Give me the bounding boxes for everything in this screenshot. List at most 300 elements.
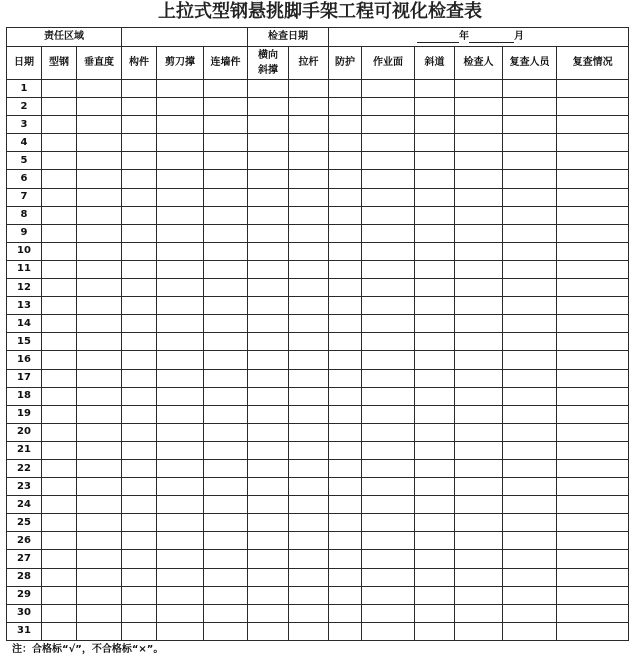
cell-inspector[interactable]: [455, 188, 503, 206]
cell-wall-tie[interactable]: [204, 441, 248, 459]
cell-inspector[interactable]: [455, 568, 503, 586]
cell-tie-rod[interactable]: [289, 98, 329, 116]
cell-tie-rod[interactable]: [289, 496, 329, 514]
cell-components[interactable]: [122, 423, 157, 441]
cell-reinspector[interactable]: [503, 188, 557, 206]
cell-ramp[interactable]: [415, 423, 455, 441]
cell-protection[interactable]: [329, 315, 362, 333]
cell-transverse-diagonal-brace[interactable]: [248, 423, 289, 441]
cell-tie-rod[interactable]: [289, 387, 329, 405]
cell-ramp[interactable]: [415, 206, 455, 224]
cell-scissor-brace[interactable]: [157, 550, 204, 568]
cell-reinspection-status[interactable]: [557, 351, 629, 369]
cell-ramp[interactable]: [415, 297, 455, 315]
cell-reinspection-status[interactable]: [557, 459, 629, 477]
cell-work-surface[interactable]: [362, 496, 415, 514]
cell-wall-tie[interactable]: [204, 297, 248, 315]
cell-steel-section[interactable]: [42, 297, 77, 315]
cell-work-surface[interactable]: [362, 134, 415, 152]
cell-reinspection-status[interactable]: [557, 586, 629, 604]
cell-ramp[interactable]: [415, 279, 455, 297]
cell-inspector[interactable]: [455, 478, 503, 496]
cell-protection[interactable]: [329, 279, 362, 297]
cell-verticality[interactable]: [77, 315, 122, 333]
cell-work-surface[interactable]: [362, 423, 415, 441]
cell-work-surface[interactable]: [362, 441, 415, 459]
cell-ramp[interactable]: [415, 586, 455, 604]
cell-wall-tie[interactable]: [204, 333, 248, 351]
cell-steel-section[interactable]: [42, 387, 77, 405]
cell-work-surface[interactable]: [362, 532, 415, 550]
cell-components[interactable]: [122, 188, 157, 206]
cell-reinspection-status[interactable]: [557, 514, 629, 532]
cell-work-surface[interactable]: [362, 279, 415, 297]
cell-verticality[interactable]: [77, 279, 122, 297]
cell-ramp[interactable]: [415, 568, 455, 586]
cell-verticality[interactable]: [77, 423, 122, 441]
cell-protection[interactable]: [329, 170, 362, 188]
cell-verticality[interactable]: [77, 170, 122, 188]
month-blank[interactable]: [469, 31, 514, 43]
year-blank[interactable]: [417, 31, 459, 43]
cell-reinspection-status[interactable]: [557, 134, 629, 152]
cell-wall-tie[interactable]: [204, 279, 248, 297]
cell-reinspection-status[interactable]: [557, 188, 629, 206]
cell-reinspection-status[interactable]: [557, 604, 629, 622]
cell-verticality[interactable]: [77, 80, 122, 98]
cell-components[interactable]: [122, 170, 157, 188]
cell-ramp[interactable]: [415, 315, 455, 333]
cell-wall-tie[interactable]: [204, 369, 248, 387]
cell-protection[interactable]: [329, 514, 362, 532]
cell-ramp[interactable]: [415, 441, 455, 459]
cell-reinspector[interactable]: [503, 369, 557, 387]
cell-reinspector[interactable]: [503, 423, 557, 441]
cell-reinspection-status[interactable]: [557, 315, 629, 333]
cell-work-surface[interactable]: [362, 478, 415, 496]
cell-wall-tie[interactable]: [204, 496, 248, 514]
cell-transverse-diagonal-brace[interactable]: [248, 315, 289, 333]
cell-transverse-diagonal-brace[interactable]: [248, 369, 289, 387]
cell-components[interactable]: [122, 242, 157, 260]
cell-wall-tie[interactable]: [204, 116, 248, 134]
cell-wall-tie[interactable]: [204, 550, 248, 568]
cell-tie-rod[interactable]: [289, 170, 329, 188]
cell-verticality[interactable]: [77, 622, 122, 640]
cell-tie-rod[interactable]: [289, 351, 329, 369]
cell-reinspection-status[interactable]: [557, 550, 629, 568]
cell-transverse-diagonal-brace[interactable]: [248, 622, 289, 640]
cell-tie-rod[interactable]: [289, 459, 329, 477]
cell-protection[interactable]: [329, 333, 362, 351]
cell-protection[interactable]: [329, 568, 362, 586]
cell-work-surface[interactable]: [362, 224, 415, 242]
cell-inspector[interactable]: [455, 586, 503, 604]
cell-transverse-diagonal-brace[interactable]: [248, 478, 289, 496]
cell-tie-rod[interactable]: [289, 297, 329, 315]
cell-wall-tie[interactable]: [204, 405, 248, 423]
cell-inspector[interactable]: [455, 550, 503, 568]
cell-reinspector[interactable]: [503, 514, 557, 532]
cell-reinspector[interactable]: [503, 224, 557, 242]
cell-reinspection-status[interactable]: [557, 387, 629, 405]
cell-protection[interactable]: [329, 496, 362, 514]
responsibility-area-field[interactable]: [122, 28, 248, 47]
cell-transverse-diagonal-brace[interactable]: [248, 405, 289, 423]
cell-inspector[interactable]: [455, 98, 503, 116]
cell-verticality[interactable]: [77, 478, 122, 496]
cell-wall-tie[interactable]: [204, 98, 248, 116]
cell-ramp[interactable]: [415, 514, 455, 532]
cell-scissor-brace[interactable]: [157, 98, 204, 116]
cell-reinspector[interactable]: [503, 333, 557, 351]
cell-reinspection-status[interactable]: [557, 405, 629, 423]
cell-steel-section[interactable]: [42, 315, 77, 333]
cell-wall-tie[interactable]: [204, 459, 248, 477]
cell-work-surface[interactable]: [362, 568, 415, 586]
cell-scissor-brace[interactable]: [157, 242, 204, 260]
cell-transverse-diagonal-brace[interactable]: [248, 586, 289, 604]
cell-reinspection-status[interactable]: [557, 80, 629, 98]
cell-work-surface[interactable]: [362, 459, 415, 477]
cell-steel-section[interactable]: [42, 116, 77, 134]
cell-ramp[interactable]: [415, 532, 455, 550]
cell-ramp[interactable]: [415, 134, 455, 152]
inspection-date-field[interactable]: [329, 28, 629, 47]
cell-transverse-diagonal-brace[interactable]: [248, 188, 289, 206]
cell-scissor-brace[interactable]: [157, 224, 204, 242]
cell-ramp[interactable]: [415, 116, 455, 134]
cell-wall-tie[interactable]: [204, 423, 248, 441]
cell-components[interactable]: [122, 514, 157, 532]
cell-protection[interactable]: [329, 134, 362, 152]
cell-wall-tie[interactable]: [204, 351, 248, 369]
cell-protection[interactable]: [329, 459, 362, 477]
cell-tie-rod[interactable]: [289, 550, 329, 568]
cell-reinspector[interactable]: [503, 152, 557, 170]
cell-reinspector[interactable]: [503, 550, 557, 568]
cell-reinspection-status[interactable]: [557, 496, 629, 514]
cell-verticality[interactable]: [77, 550, 122, 568]
cell-ramp[interactable]: [415, 387, 455, 405]
cell-wall-tie[interactable]: [204, 188, 248, 206]
cell-steel-section[interactable]: [42, 459, 77, 477]
cell-transverse-diagonal-brace[interactable]: [248, 116, 289, 134]
cell-reinspector[interactable]: [503, 80, 557, 98]
cell-inspector[interactable]: [455, 405, 503, 423]
cell-protection[interactable]: [329, 152, 362, 170]
cell-ramp[interactable]: [415, 80, 455, 98]
cell-scissor-brace[interactable]: [157, 586, 204, 604]
cell-tie-rod[interactable]: [289, 423, 329, 441]
cell-reinspection-status[interactable]: [557, 152, 629, 170]
cell-steel-section[interactable]: [42, 98, 77, 116]
cell-verticality[interactable]: [77, 260, 122, 278]
cell-steel-section[interactable]: [42, 622, 77, 640]
cell-scissor-brace[interactable]: [157, 604, 204, 622]
cell-reinspector[interactable]: [503, 459, 557, 477]
cell-reinspection-status[interactable]: [557, 568, 629, 586]
cell-scissor-brace[interactable]: [157, 170, 204, 188]
cell-inspector[interactable]: [455, 604, 503, 622]
cell-wall-tie[interactable]: [204, 134, 248, 152]
cell-components[interactable]: [122, 369, 157, 387]
cell-verticality[interactable]: [77, 188, 122, 206]
cell-components[interactable]: [122, 315, 157, 333]
cell-components[interactable]: [122, 98, 157, 116]
cell-reinspector[interactable]: [503, 206, 557, 224]
cell-scissor-brace[interactable]: [157, 514, 204, 532]
cell-reinspection-status[interactable]: [557, 170, 629, 188]
cell-reinspection-status[interactable]: [557, 242, 629, 260]
cell-transverse-diagonal-brace[interactable]: [248, 514, 289, 532]
cell-ramp[interactable]: [415, 188, 455, 206]
cell-ramp[interactable]: [415, 260, 455, 278]
cell-scissor-brace[interactable]: [157, 369, 204, 387]
cell-reinspector[interactable]: [503, 260, 557, 278]
cell-ramp[interactable]: [415, 622, 455, 640]
cell-verticality[interactable]: [77, 604, 122, 622]
cell-inspector[interactable]: [455, 260, 503, 278]
cell-wall-tie[interactable]: [204, 152, 248, 170]
cell-transverse-diagonal-brace[interactable]: [248, 459, 289, 477]
cell-ramp[interactable]: [415, 224, 455, 242]
cell-transverse-diagonal-brace[interactable]: [248, 568, 289, 586]
cell-wall-tie[interactable]: [204, 478, 248, 496]
cell-wall-tie[interactable]: [204, 604, 248, 622]
cell-inspector[interactable]: [455, 532, 503, 550]
cell-protection[interactable]: [329, 242, 362, 260]
cell-tie-rod[interactable]: [289, 514, 329, 532]
cell-steel-section[interactable]: [42, 351, 77, 369]
cell-reinspection-status[interactable]: [557, 279, 629, 297]
cell-reinspection-status[interactable]: [557, 622, 629, 640]
cell-components[interactable]: [122, 206, 157, 224]
cell-reinspector[interactable]: [503, 387, 557, 405]
cell-scissor-brace[interactable]: [157, 405, 204, 423]
cell-scissor-brace[interactable]: [157, 568, 204, 586]
cell-components[interactable]: [122, 459, 157, 477]
cell-transverse-diagonal-brace[interactable]: [248, 496, 289, 514]
cell-ramp[interactable]: [415, 369, 455, 387]
cell-reinspector[interactable]: [503, 532, 557, 550]
cell-protection[interactable]: [329, 98, 362, 116]
cell-protection[interactable]: [329, 224, 362, 242]
cell-verticality[interactable]: [77, 369, 122, 387]
cell-scissor-brace[interactable]: [157, 387, 204, 405]
cell-work-surface[interactable]: [362, 351, 415, 369]
cell-inspector[interactable]: [455, 423, 503, 441]
cell-components[interactable]: [122, 116, 157, 134]
cell-reinspection-status[interactable]: [557, 423, 629, 441]
cell-components[interactable]: [122, 260, 157, 278]
cell-tie-rod[interactable]: [289, 152, 329, 170]
cell-reinspection-status[interactable]: [557, 224, 629, 242]
cell-scissor-brace[interactable]: [157, 260, 204, 278]
cell-ramp[interactable]: [415, 170, 455, 188]
cell-steel-section[interactable]: [42, 134, 77, 152]
cell-components[interactable]: [122, 333, 157, 351]
cell-tie-rod[interactable]: [289, 622, 329, 640]
cell-tie-rod[interactable]: [289, 188, 329, 206]
cell-components[interactable]: [122, 441, 157, 459]
cell-wall-tie[interactable]: [204, 260, 248, 278]
cell-protection[interactable]: [329, 586, 362, 604]
cell-wall-tie[interactable]: [204, 80, 248, 98]
cell-transverse-diagonal-brace[interactable]: [248, 80, 289, 98]
cell-protection[interactable]: [329, 297, 362, 315]
cell-reinspection-status[interactable]: [557, 441, 629, 459]
cell-tie-rod[interactable]: [289, 224, 329, 242]
cell-reinspection-status[interactable]: [557, 532, 629, 550]
cell-reinspection-status[interactable]: [557, 260, 629, 278]
cell-work-surface[interactable]: [362, 315, 415, 333]
cell-verticality[interactable]: [77, 98, 122, 116]
cell-steel-section[interactable]: [42, 550, 77, 568]
cell-scissor-brace[interactable]: [157, 80, 204, 98]
cell-steel-section[interactable]: [42, 224, 77, 242]
cell-reinspector[interactable]: [503, 242, 557, 260]
cell-reinspector[interactable]: [503, 496, 557, 514]
cell-protection[interactable]: [329, 206, 362, 224]
cell-wall-tie[interactable]: [204, 622, 248, 640]
cell-transverse-diagonal-brace[interactable]: [248, 98, 289, 116]
cell-steel-section[interactable]: [42, 514, 77, 532]
cell-reinspection-status[interactable]: [557, 297, 629, 315]
cell-verticality[interactable]: [77, 405, 122, 423]
cell-steel-section[interactable]: [42, 496, 77, 514]
cell-protection[interactable]: [329, 604, 362, 622]
cell-transverse-diagonal-brace[interactable]: [248, 134, 289, 152]
cell-transverse-diagonal-brace[interactable]: [248, 387, 289, 405]
cell-reinspector[interactable]: [503, 134, 557, 152]
cell-components[interactable]: [122, 279, 157, 297]
cell-tie-rod[interactable]: [289, 206, 329, 224]
cell-protection[interactable]: [329, 260, 362, 278]
cell-steel-section[interactable]: [42, 423, 77, 441]
cell-scissor-brace[interactable]: [157, 134, 204, 152]
cell-reinspector[interactable]: [503, 279, 557, 297]
cell-components[interactable]: [122, 80, 157, 98]
cell-transverse-diagonal-brace[interactable]: [248, 351, 289, 369]
cell-scissor-brace[interactable]: [157, 459, 204, 477]
cell-work-surface[interactable]: [362, 116, 415, 134]
cell-ramp[interactable]: [415, 152, 455, 170]
cell-wall-tie[interactable]: [204, 224, 248, 242]
cell-work-surface[interactable]: [362, 242, 415, 260]
cell-transverse-diagonal-brace[interactable]: [248, 297, 289, 315]
cell-tie-rod[interactable]: [289, 333, 329, 351]
cell-tie-rod[interactable]: [289, 604, 329, 622]
cell-reinspector[interactable]: [503, 405, 557, 423]
cell-tie-rod[interactable]: [289, 532, 329, 550]
cell-inspector[interactable]: [455, 279, 503, 297]
cell-steel-section[interactable]: [42, 152, 77, 170]
cell-verticality[interactable]: [77, 532, 122, 550]
cell-verticality[interactable]: [77, 351, 122, 369]
cell-transverse-diagonal-brace[interactable]: [248, 604, 289, 622]
cell-components[interactable]: [122, 532, 157, 550]
cell-components[interactable]: [122, 224, 157, 242]
cell-wall-tie[interactable]: [204, 315, 248, 333]
cell-tie-rod[interactable]: [289, 80, 329, 98]
cell-verticality[interactable]: [77, 459, 122, 477]
cell-protection[interactable]: [329, 387, 362, 405]
cell-steel-section[interactable]: [42, 279, 77, 297]
cell-scissor-brace[interactable]: [157, 622, 204, 640]
cell-work-surface[interactable]: [362, 604, 415, 622]
cell-reinspector[interactable]: [503, 441, 557, 459]
cell-tie-rod[interactable]: [289, 405, 329, 423]
cell-verticality[interactable]: [77, 206, 122, 224]
cell-work-surface[interactable]: [362, 405, 415, 423]
cell-tie-rod[interactable]: [289, 315, 329, 333]
cell-verticality[interactable]: [77, 333, 122, 351]
cell-scissor-brace[interactable]: [157, 478, 204, 496]
cell-components[interactable]: [122, 134, 157, 152]
cell-transverse-diagonal-brace[interactable]: [248, 441, 289, 459]
cell-work-surface[interactable]: [362, 170, 415, 188]
cell-ramp[interactable]: [415, 604, 455, 622]
cell-reinspector[interactable]: [503, 297, 557, 315]
cell-inspector[interactable]: [455, 224, 503, 242]
cell-inspector[interactable]: [455, 116, 503, 134]
cell-tie-rod[interactable]: [289, 242, 329, 260]
cell-verticality[interactable]: [77, 496, 122, 514]
cell-inspector[interactable]: [455, 351, 503, 369]
cell-protection[interactable]: [329, 369, 362, 387]
cell-components[interactable]: [122, 387, 157, 405]
cell-components[interactable]: [122, 568, 157, 586]
cell-steel-section[interactable]: [42, 333, 77, 351]
cell-work-surface[interactable]: [362, 152, 415, 170]
cell-steel-section[interactable]: [42, 604, 77, 622]
cell-components[interactable]: [122, 405, 157, 423]
cell-tie-rod[interactable]: [289, 279, 329, 297]
cell-steel-section[interactable]: [42, 441, 77, 459]
cell-work-surface[interactable]: [362, 387, 415, 405]
cell-reinspector[interactable]: [503, 586, 557, 604]
cell-inspector[interactable]: [455, 622, 503, 640]
cell-steel-section[interactable]: [42, 586, 77, 604]
cell-inspector[interactable]: [455, 80, 503, 98]
cell-scissor-brace[interactable]: [157, 496, 204, 514]
cell-verticality[interactable]: [77, 586, 122, 604]
cell-wall-tie[interactable]: [204, 206, 248, 224]
cell-steel-section[interactable]: [42, 369, 77, 387]
cell-reinspector[interactable]: [503, 116, 557, 134]
cell-transverse-diagonal-brace[interactable]: [248, 170, 289, 188]
cell-verticality[interactable]: [77, 242, 122, 260]
cell-components[interactable]: [122, 351, 157, 369]
cell-ramp[interactable]: [415, 459, 455, 477]
cell-protection[interactable]: [329, 532, 362, 550]
cell-transverse-diagonal-brace[interactable]: [248, 206, 289, 224]
cell-protection[interactable]: [329, 622, 362, 640]
cell-tie-rod[interactable]: [289, 441, 329, 459]
cell-tie-rod[interactable]: [289, 568, 329, 586]
cell-tie-rod[interactable]: [289, 369, 329, 387]
cell-steel-section[interactable]: [42, 170, 77, 188]
cell-inspector[interactable]: [455, 206, 503, 224]
cell-scissor-brace[interactable]: [157, 441, 204, 459]
cell-scissor-brace[interactable]: [157, 152, 204, 170]
cell-reinspection-status[interactable]: [557, 369, 629, 387]
cell-tie-rod[interactable]: [289, 586, 329, 604]
cell-protection[interactable]: [329, 550, 362, 568]
cell-work-surface[interactable]: [362, 333, 415, 351]
cell-components[interactable]: [122, 496, 157, 514]
